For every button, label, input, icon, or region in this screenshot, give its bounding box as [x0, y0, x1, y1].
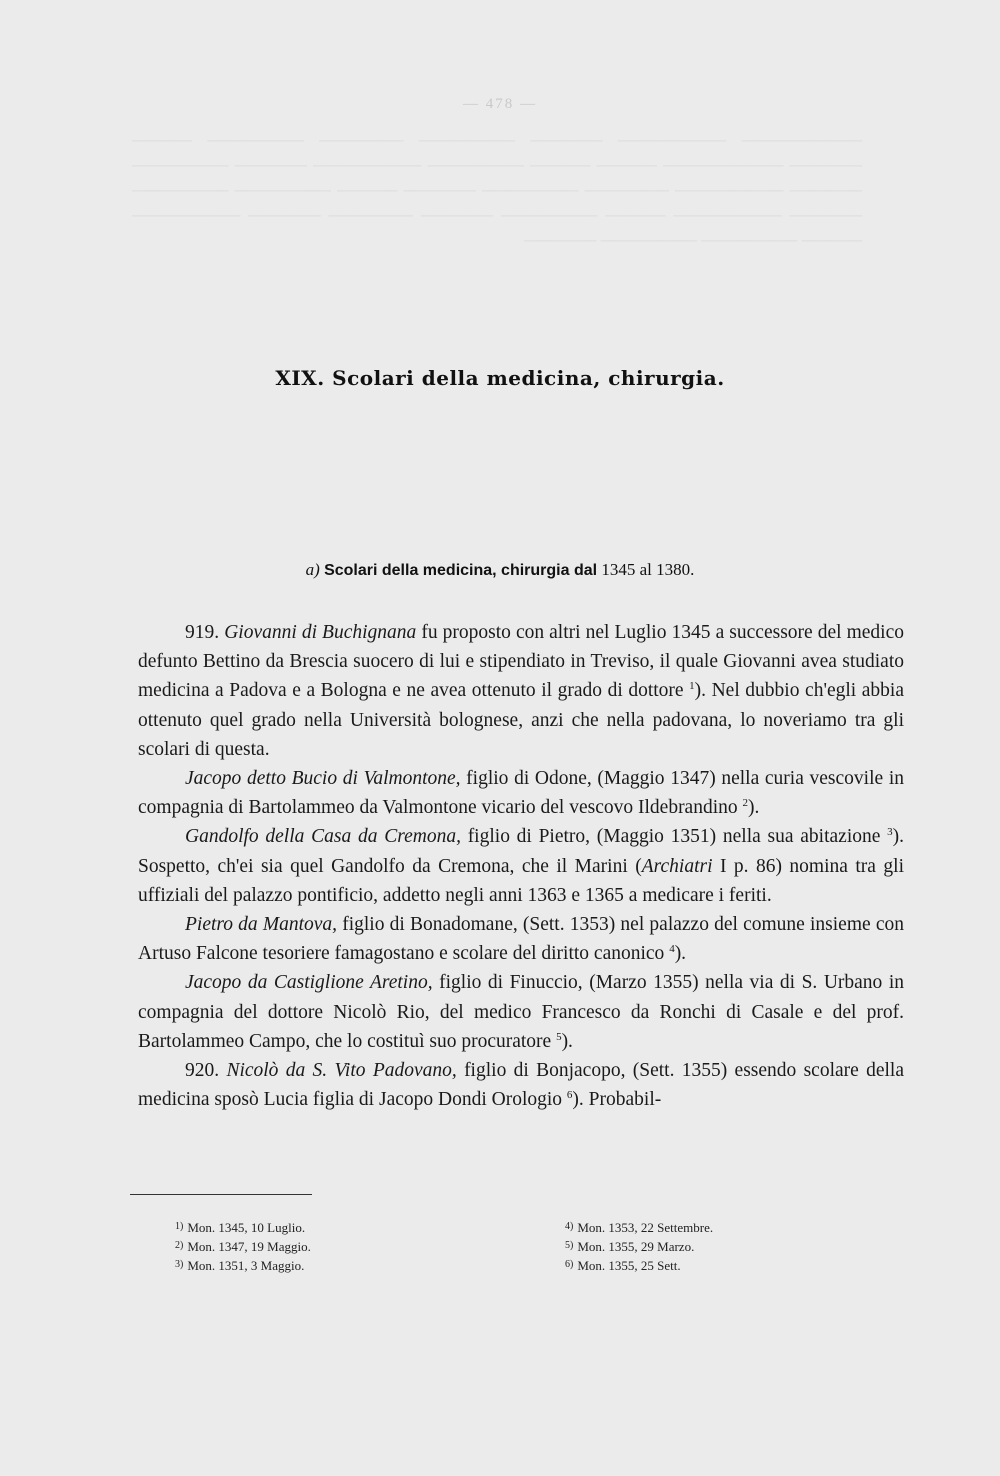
paragraph-text: figlio di Finuccio, (Marzo 1355) nella via di S. Urbano in compagnia del dottore Nicolò Rio, del medico Francesco da Ronchi di Casale e del prof. Bartolammeo Campo, che lo costituì suo procuratore [138, 972, 904, 1052]
footnote-number: 6) [565, 1259, 574, 1270]
paragraph-text: ). [674, 943, 687, 965]
footnote [175, 1256, 311, 1275]
paragraph [138, 618, 904, 764]
footnote-ref: 4 [669, 943, 675, 956]
footnote-number: 4) [565, 1221, 574, 1232]
paragraph-text: fu proposto con altri nel Luglio 1345 a successore del medico defunto Bettino da Brescia suocero di lui e stipendiato in Treviso, il quale Giovanni avea studiato medicina a Padova e a Bologna e ne avea ottenuto il grado di dottore [138, 622, 905, 702]
footnotes-right [565, 1218, 713, 1275]
footnote-text: Mon. 1347, 19 Maggio. [187, 1239, 311, 1254]
paragraph-text: ). Sospetto, ch'ei sia quel Gandolfo da Cremona, che il Marini ( [138, 826, 904, 877]
bleed-through-texture: ────────── ───────── ────── ──────── ─────── ──────── ───── ────── ────────── ───── ───── ──────── ───────── ────── ──────── ────── ───────── ─────── ──────── ────── ───── ──────── ──────── ────── ───────── ───── ──────── ────── ─────── ────── ───────── ───── ──────── ──────── ────── [132, 131, 862, 250]
person-name: Jacopo da Castiglione Aretino, [185, 972, 433, 994]
person-name: Nicolò da S. Vito Padovano, [226, 1060, 457, 1082]
footnote-text: Mon. 1351, 3 Maggio. [187, 1258, 305, 1273]
footnote [565, 1237, 713, 1256]
person-name: Pietro da Mantova, [185, 914, 338, 936]
footnote-number: 3) [175, 1259, 184, 1270]
section-years: 1345 al 1380. [601, 560, 695, 579]
body-text [138, 618, 904, 1114]
paragraph-text: ). [561, 1030, 573, 1052]
paragraph-text: ). Probabil- [572, 1089, 662, 1111]
section-heading [0, 560, 1000, 580]
footnote-text: Mon. 1355, 29 Marzo. [577, 1239, 695, 1254]
paragraph-text: figlio di Bonjacopo, (Sett. 1355) essendo scolare della medicina sposò Lucia figlia di Jacopo Dondi Orologio [138, 1060, 904, 1111]
chapter-title: XIX. Scolari della medicina, chirurgia. [275, 366, 725, 390]
footnotes-left [175, 1218, 311, 1275]
footnote-ref: 1 [689, 680, 695, 693]
footnote-ref: 6 [566, 1089, 573, 1102]
footnote [175, 1218, 311, 1237]
cited-work: Archiatri [641, 855, 713, 877]
paragraph-text: figlio di Odone, (Maggio 1347) nella curia vescovile in compagnia di Bartolammeo da Valmontone vicario del vescovo Ildebrandino [138, 768, 904, 819]
paragraph [138, 910, 904, 968]
person-name: Giovanni di Buchignana [224, 622, 417, 643]
paragraph-text: ). [748, 797, 760, 819]
section-title: Scolari della medicina, chirurgia dal [324, 562, 598, 579]
footnote-text: Mon. 1355, 25 Sett. [577, 1258, 681, 1273]
person-name: Jacopo detto Bucio di Valmontone, [185, 768, 461, 790]
person-name: Gandolfo della Casa da Cremona, [185, 826, 461, 848]
footnote-ref: 3 [887, 826, 893, 839]
paragraph [138, 764, 904, 822]
running-head: — 478 — [463, 96, 537, 112]
section-letter: a) [305, 560, 320, 579]
paragraph-number: 919. [185, 622, 220, 643]
footnote-text: Mon. 1345, 10 Luglio. [187, 1220, 306, 1235]
paragraph-text: figlio di Pietro, (Maggio 1351) nella sua abitazione [460, 826, 888, 848]
paragraph [138, 968, 904, 1056]
paragraph-text: ). Nel dubbio ch'egli abbia ottenuto quel grado nella Università bolognese, anzi che nella padovana, lo noveriamo tra gli scolari di questa. [138, 680, 904, 760]
footnote-number: 2) [175, 1240, 184, 1251]
footnote-number: 1) [175, 1221, 184, 1232]
footnote-ref: 2 [742, 797, 749, 810]
footnote-text: Mon. 1353, 22 Settembre. [577, 1220, 714, 1235]
footnote [565, 1218, 713, 1237]
paragraph-number: 920. [185, 1060, 220, 1082]
footnote [175, 1237, 311, 1256]
footnote-ref: 5 [556, 1030, 562, 1043]
paragraph-text: figlio di Bonadomane, (Sett. 1353) nel palazzo del comune insieme con Artuso Falcone tesoriere famagostano e scolare del diritto canonico [138, 914, 904, 965]
footnote-number: 5) [565, 1240, 574, 1251]
footnote-separator [130, 1194, 312, 1195]
paragraph [138, 1056, 904, 1114]
footnote [565, 1256, 713, 1275]
paragraph-text: I p. 86) nomina tra gli uffiziali del palazzo pontificio, addetto negli anni 1363 e 1365 a medicare i feriti. [138, 855, 904, 906]
paragraph [138, 822, 904, 910]
